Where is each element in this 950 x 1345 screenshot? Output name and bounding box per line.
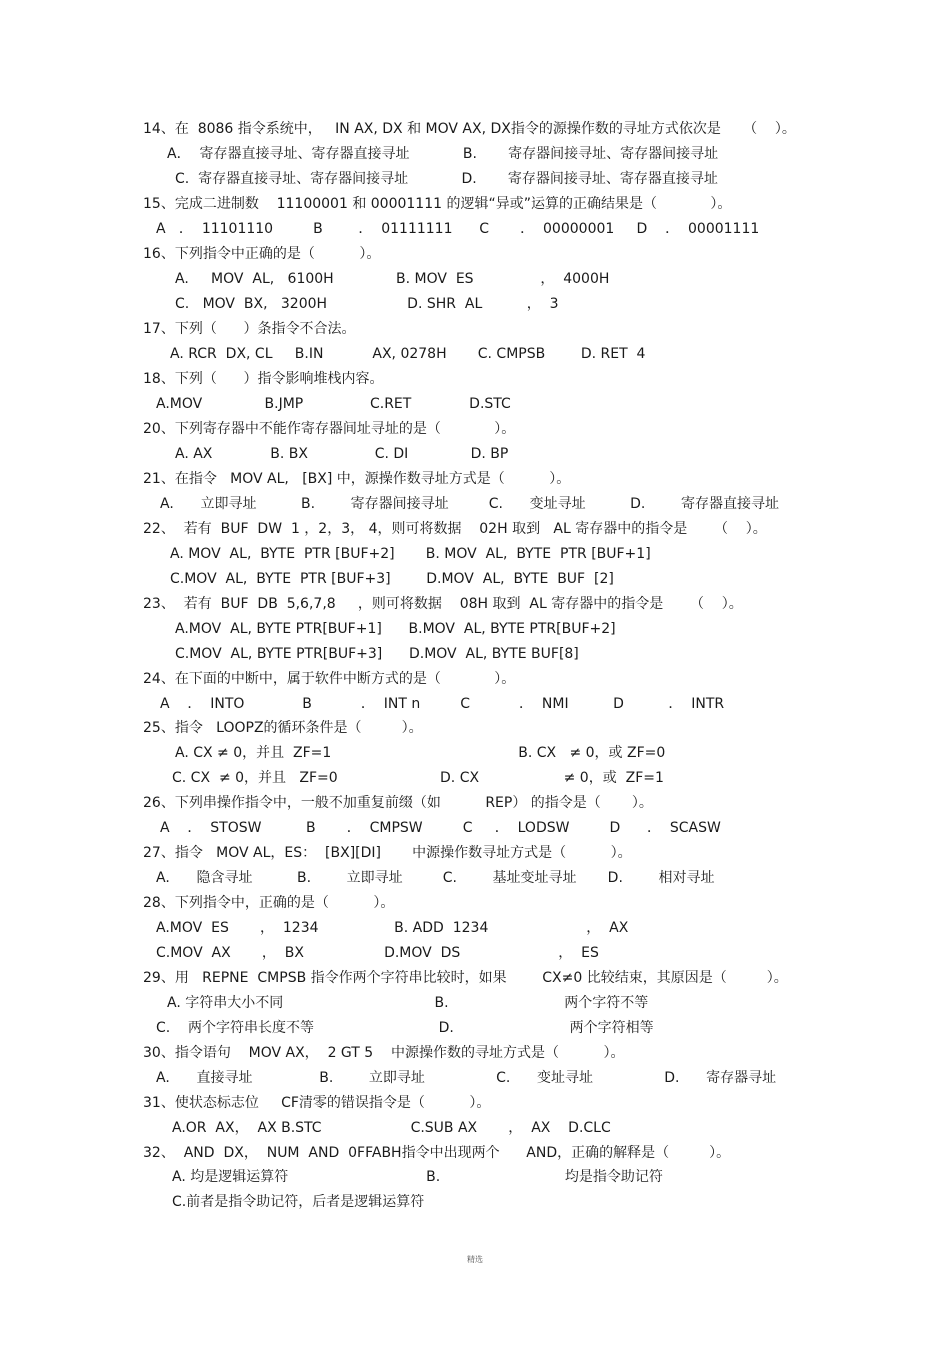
question-29-options-ab: A. 字符串大小不同 B. 两个字符不等 bbox=[167, 995, 649, 1011]
question-31-options: A.OR AX， AX B.STC C.SUB AX ， AX D.CLC bbox=[172, 1120, 611, 1136]
question-22-options-cd: C.MOV AL, BYTE PTR [BUF+3] D.MOV AL, BYTE BUF [2] bbox=[170, 571, 614, 587]
question-27: 27、指令 MOV AL，ES： [BX][DI] 中源操作数寻址方式是（ ）。 bbox=[143, 845, 632, 861]
question-22: 22、 若有 BUF DW 1 ，2，3， 4，则可将数据 02H 取到 AL 寄存器中的指令是 （ ）。 bbox=[143, 521, 767, 537]
question-27-options: A. 隐含寻址 B. 立即寻址 C. 基址变址寻址 D. 相对寻址 bbox=[156, 870, 715, 886]
question-30-options: A. 直接寻址 B. 立即寻址 C. 变址寻址 D. 寄存器寻址 bbox=[156, 1070, 777, 1086]
question-16: 16、下列指令中正确的是（ ）。 bbox=[143, 246, 381, 262]
question-17: 17、下列（ ）条指令不合法。 bbox=[143, 321, 356, 337]
question-24-options: A ． INTO B ． INT n C ． NMI D ． INTR bbox=[160, 696, 725, 712]
question-25: 25、指令 LOOPZ的循环条件是（ ）。 bbox=[143, 720, 423, 736]
question-20-options: A. AX B. BX C. DI D. BP bbox=[175, 446, 509, 462]
question-32-option-c: C.前者是指令助记符，后者是逻辑运算符 bbox=[172, 1194, 425, 1210]
question-26: 26、下列串操作指令中，一般不加重复前缀（如 REP） 的指令是（ ）。 bbox=[143, 795, 653, 811]
question-16-options-ab: A. MOV AL, 6100H B. MOV ES ， 4000H bbox=[175, 271, 610, 287]
question-26-options: A ． STOSW B ． CMPSW C ． LODSW D ． SCASW bbox=[160, 820, 721, 836]
question-24: 24、在下面的中断中，属于软件中断方式的是（ ）。 bbox=[143, 671, 516, 687]
question-32: 32、 AND DX， NUM AND 0FFABH指令中出现两个 AND，正确的解释是（ ）。 bbox=[143, 1145, 731, 1161]
question-15-options: A ． 11101110 B ． 01111111 C ． 00000001 D ． 00001111 bbox=[156, 221, 760, 237]
question-15: 15、完成二进制数 11100001 和 00001111 的逻辑“异或”运算的正确结果是（ ）。 bbox=[143, 196, 732, 212]
question-21-options: A. 立即寻址 B. 寄存器间接寻址 C. 变址寻址 D. 寄存器直接寻址 bbox=[160, 496, 779, 512]
question-25-options-cd: C. CX ≠ 0，并且 ZF=0 D. CX ≠ 0，或 ZF=1 bbox=[172, 770, 664, 786]
question-28-options-cd: C.MOV AX ， BX D.MOV DS ， ES bbox=[156, 945, 599, 961]
question-14: 14、在 8086 指令系统中， IN AX, DX 和 MOV AX, DX指令的源操作数的寻址方式依次是 （ ）。 bbox=[143, 121, 796, 137]
question-30: 30、指令语句 MOV AX， 2 GT 5 中源操作数的寻址方式是（ ）。 bbox=[143, 1045, 625, 1061]
question-22-options-ab: A. MOV AL, BYTE PTR [BUF+2] B. MOV AL, BYTE PTR [BUF+1] bbox=[170, 546, 651, 562]
question-17-options: A. RCR DX, CL B.IN AX, 0278H C. CMPSB D. RET 4 bbox=[170, 346, 646, 362]
question-32-options-ab: A. 均是逻辑运算符 B. 均是指令助记符 bbox=[172, 1169, 663, 1185]
question-14-options-ab: A． 寄存器直接寻址、寄存器直接寻址 B. 寄存器间接寻址、寄存器间接寻址 bbox=[167, 146, 719, 162]
question-20: 20、下列寄存器中不能作寄存器间址寻址的是（ ）。 bbox=[143, 421, 516, 437]
page-footer: 精选 bbox=[467, 1255, 483, 1264]
question-14-options-cd: C. 寄存器直接寻址、寄存器间接寻址 D. 寄存器间接寻址、寄存器直接寻址 bbox=[175, 171, 718, 187]
question-18-options: A.MOV B.JMP C.RET D.STC bbox=[156, 396, 511, 412]
question-18: 18、下列（ ）指令影响堆栈内容。 bbox=[143, 371, 384, 387]
question-23: 23、 若有 BUF DB 5,6,7,8 ，则可将数据 08H 取到 AL 寄存器中的指令是 （ ）。 bbox=[143, 596, 743, 612]
question-29: 29、用 REPNE CMPSB 指令作两个字符串比较时，如果 CX≠0 比较结束，其原因是（ ）。 bbox=[143, 970, 788, 986]
question-21: 21、在指令 MOV AL, [BX] 中，源操作数寻址方式是（ ）。 bbox=[143, 471, 571, 487]
question-23-options-ab: A.MOV AL, BYTE PTR[BUF+1] B.MOV AL, BYTE PTR[BUF+2] bbox=[175, 621, 616, 637]
question-28-options-ab: A.MOV ES ， 1234 B. ADD 1234 ， AX bbox=[156, 920, 629, 936]
question-16-options-cd: C. MOV BX, 3200H D. SHR AL ， 3 bbox=[175, 296, 559, 312]
question-23-options-cd: C.MOV AL, BYTE PTR[BUF+3] D.MOV AL, BYTE BUF[8] bbox=[175, 646, 579, 662]
question-31: 31、使状态标志位 CF清零的错误指令是（ ）。 bbox=[143, 1095, 491, 1111]
question-28: 28、下列指令中，正确的是（ ）。 bbox=[143, 895, 395, 911]
question-25-options-ab: A. CX ≠ 0，并且 ZF=1 B. CX ≠ 0，或 ZF=0 bbox=[175, 745, 666, 761]
question-29-options-cd: C. 两个字符串长度不等 D. 两个字符相等 bbox=[156, 1020, 654, 1036]
